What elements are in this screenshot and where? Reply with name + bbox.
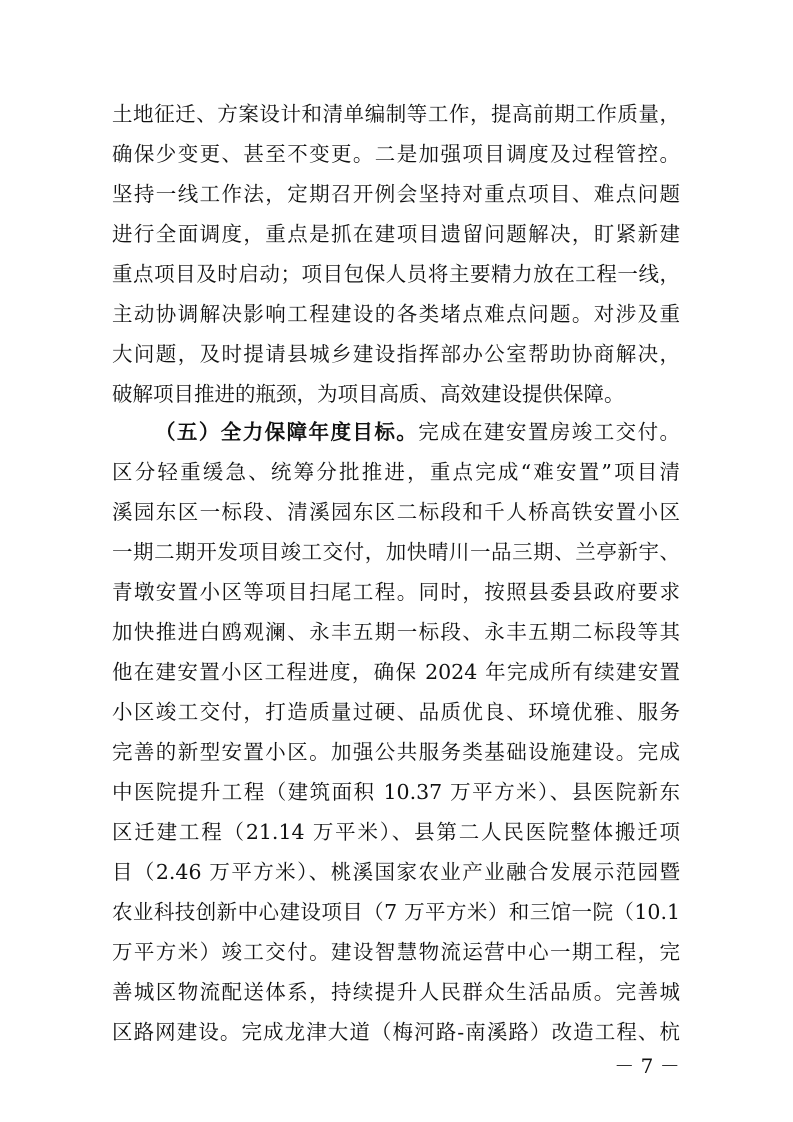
- section-heading-rest: 完成在建安置房竣工交付。: [418, 420, 681, 444]
- section-heading-line: [155, 418, 680, 448]
- body-text-line: 重点项目及时启动；项目包保人员将主要精力放在工程一线，: [112, 262, 680, 286]
- body-text-line: 溪园东区一标段、清溪园东区二标段和千人桥高铁安置小区: [112, 500, 680, 524]
- body-text-line: 万平方米）竣工交付。建设智慧物流运营中心一期工程，完: [112, 940, 680, 964]
- body-text-line: 破解项目推进的瓶颈，为项目高质、高效建设提供保障。: [112, 382, 625, 406]
- body-text-line: 坚持一线工作法，定期召开例会坚持对重点项目、难点问题: [112, 182, 680, 206]
- body-text-line: 他在建安置小区工程进度，确保 2024 年完成所有续建安置: [112, 660, 680, 684]
- body-text-line: 善城区物流配送体系，持续提升人民群众生活品质。完善城: [112, 980, 680, 1004]
- body-text-line: 一期二期开发项目竣工交付，加快晴川一品三期、兰亭新宇、: [112, 540, 680, 564]
- page-number: － 7 －: [614, 1054, 680, 1078]
- body-text-line: 进行全面调度，重点是抓在建项目遗留问题解决，盯紧新建: [112, 222, 680, 246]
- body-text-line: 确保少变更、甚至不变更。二是加强项目调度及过程管控。: [112, 142, 680, 166]
- body-text-line: 加快推进白鸥观澜、永丰五期一标段、永丰五期二标段等其: [112, 620, 680, 644]
- body-text-line: 完善的新型安置小区。加强公共服务类基础设施建设。完成: [112, 740, 680, 764]
- body-text-line: 大问题，及时提请县城乡建设指挥部办公室帮助协商解决，: [112, 342, 680, 366]
- body-text-line: 区路网建设。完成龙津大道（梅河路-南溪路）改造工程、杭: [112, 1020, 680, 1044]
- body-text-line: 区迁建工程（21.14 万平米）、县第二人民医院整体搬迁项: [112, 820, 680, 844]
- body-text-line: 土地征迁、方案设计和清单编制等工作，提高前期工作质量，: [112, 102, 680, 126]
- section-heading: （五）全力保障年度目标。: [155, 420, 419, 444]
- body-text-line: 主动协调解决影响工程建设的各类堵点难点问题。对涉及重: [112, 302, 680, 326]
- body-text-line: 区分轻重缓急、统筹分批推进，重点完成“难安置”项目清: [112, 460, 680, 484]
- body-text-line: 中医院提升工程（建筑面积 10.37 万平方米）、县医院新东: [112, 780, 680, 804]
- body-text-line: 目（2.46 万平方米）、桃溪国家农业产业融合发展示范园暨: [112, 860, 680, 884]
- body-text-line: 小区竣工交付，打造质量过硬、品质优良、环境优雅、服务: [112, 700, 680, 724]
- body-text-line: 农业科技创新中心建设项目（7 万平方米）和三馆一院（10.1: [112, 900, 680, 924]
- body-text-line: 青墩安置小区等项目扫尾工程。同时，按照县委县政府要求: [112, 580, 680, 604]
